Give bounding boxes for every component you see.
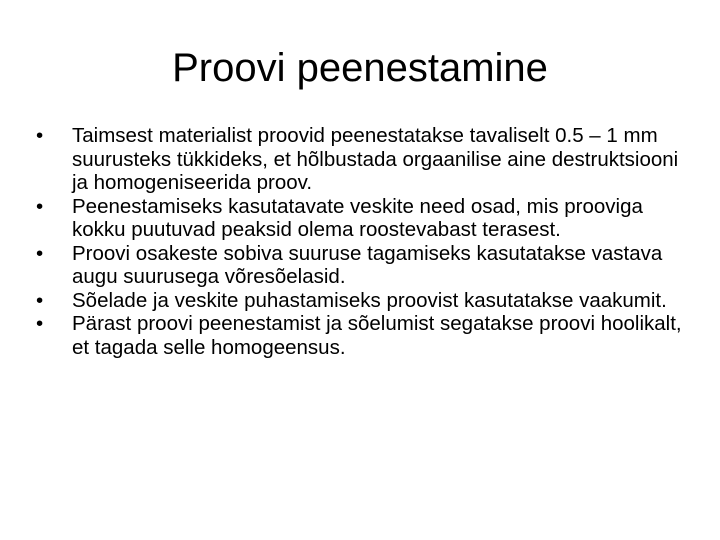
bullet-text: Peenestamiseks kasutatavate veskite need osad, mis prooviga kokku puutuvad peaksid olema roostevabast terasest. (72, 194, 643, 241)
bullet-icon: • (36, 241, 44, 265)
bullet-icon: • (36, 312, 44, 335)
list-item (36, 312, 696, 359)
list-item (36, 289, 696, 313)
bullet-text: Sõelade ja veskite puhastamiseks proovist kasutatakse vaakumit. (72, 288, 667, 312)
bullet-list (36, 124, 696, 359)
list-item (36, 242, 696, 289)
bullet-icon: • (36, 194, 44, 218)
bullet-text: Pärast proovi peenestamist ja sõelumist segatakse proovi hoolikalt, et tagada selle homogeensus. (72, 312, 682, 359)
bullet-icon: • (36, 288, 44, 312)
list-item (36, 195, 696, 242)
bullet-text: Proovi osakeste sobiva suuruse tagamiseks kasutatakse vastava augu suurusega võresõelasid. (72, 241, 663, 288)
bullet-icon: • (36, 124, 44, 147)
list-item (36, 124, 696, 195)
bullet-text: Taimsest materialist proovid peenestatakse tavaliselt 0.5 – 1 mm suurusteks tükkideks, et hõlbustada orgaanilise aine destruktsiooni ja homogeniseerida proov. (72, 124, 679, 194)
slide-title: Proovi peenestamine (172, 46, 548, 90)
